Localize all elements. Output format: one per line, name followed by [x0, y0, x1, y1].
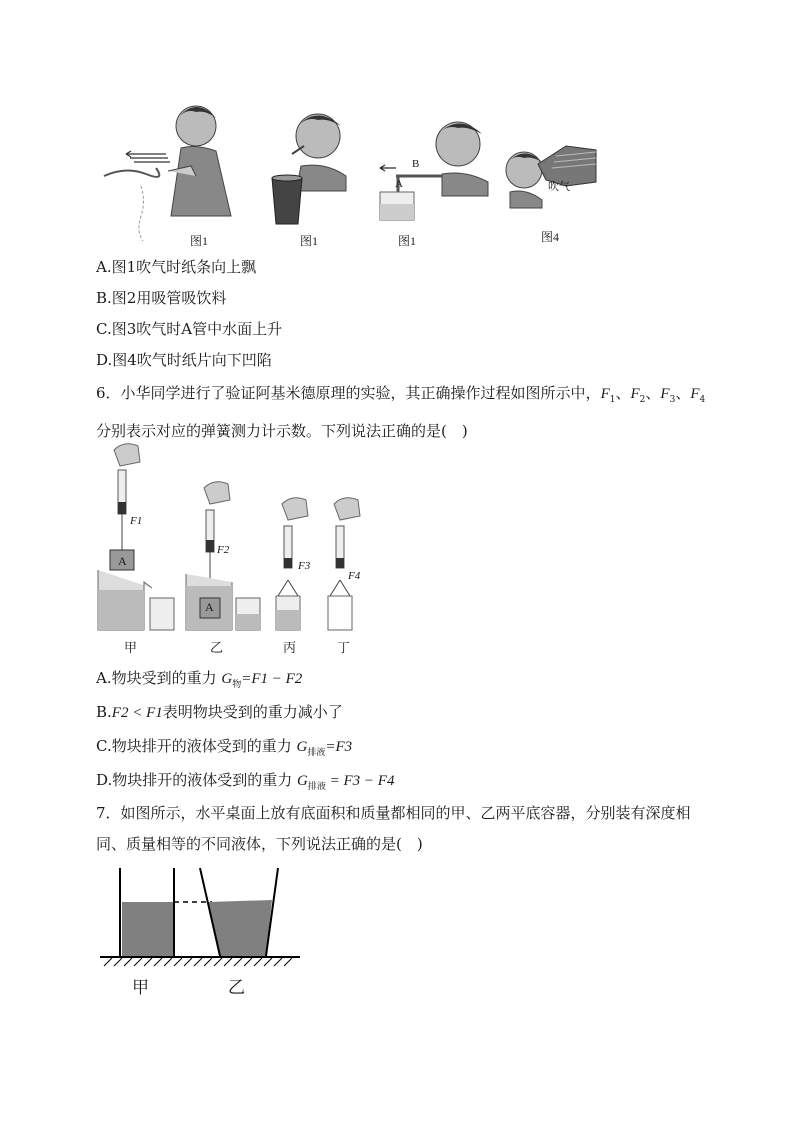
fig4-caption: 图4: [541, 230, 560, 244]
fig1-boy-blowing-paper: [104, 106, 231, 241]
label-ding: 丁: [337, 641, 351, 656]
label-bing: 丙: [283, 641, 297, 656]
table-surface: [100, 957, 300, 966]
fig2-boy-drinking-straw: [272, 114, 346, 224]
force-label-f1: F1: [130, 515, 143, 527]
q7-label-jia: 甲: [132, 978, 149, 998]
q5-option-b: B.图2用吸管吸饮料: [96, 289, 227, 307]
fig3-caption: 图1: [398, 234, 417, 248]
container-jia: [120, 868, 174, 956]
fig3-label-b: B: [412, 158, 420, 170]
q6-figure: [96, 440, 376, 640]
fig2-caption: 图1: [300, 234, 319, 248]
force-label-f3: F3: [298, 560, 311, 572]
q6-option-d: D.物块排开的液体受到的重力 $G_{排液} = F3 - F4$: [96, 771, 395, 792]
fig1-caption: 图1: [190, 234, 209, 248]
force-label-f4: F4: [348, 570, 361, 582]
q6-option-a: A.物块受到的重力 $G_物=F1 - F2$: [96, 669, 303, 690]
setup-ding: [328, 498, 360, 630]
block-label-a-submerged: A: [205, 600, 214, 614]
fig3-label-a: A: [395, 178, 403, 190]
block-label-a-top: A: [118, 554, 127, 568]
label-jia: 甲: [124, 641, 138, 656]
fig3-boy-blowing-tube: [380, 122, 488, 220]
q7-label-yi: 乙: [228, 978, 245, 998]
q5-figure-row: [96, 96, 616, 256]
force-label-f2: F2: [217, 544, 230, 556]
q7-number: 7．: [96, 804, 121, 822]
label-yi: 乙: [210, 641, 224, 656]
container-yi: [200, 868, 278, 956]
q7-stem: 7．如图所示，水平桌面上放有底面积和质量都相同的甲、乙两平底容器，分别装有深度相同、质量相等的不同液体，下列说法正确的是( ): [96, 804, 691, 853]
fig4-blowing-paper-books: [506, 146, 596, 208]
q6-stem: 6．小华同学进行了验证阿基米德原理的实验，其正确操作过程如图所示中，$F_1$、$F_2$、$F_3$、$F_4$分别表示对应的弹簧测力计示数。下列说法正确的是( ): [96, 384, 706, 440]
q7-figure: [96, 868, 306, 968]
q6-option-b: B.F2 < F1表明物块受到的重力减小了: [96, 703, 343, 721]
q6-number: 6．: [96, 384, 121, 402]
setup-jia: [98, 444, 174, 630]
q5-option-d: D.图4吹气时纸片向下凹陷: [96, 351, 272, 369]
q6-option-c: C.物块排开的液体受到的重力 $G_{排液}=F3$: [96, 737, 353, 758]
q5-option-c: C.图3吹气时A管中水面上升: [96, 320, 283, 338]
q5-option-a: A.图1吹气时纸条向上飘: [96, 258, 257, 276]
fig4-label-blow: 吹气: [548, 180, 570, 193]
